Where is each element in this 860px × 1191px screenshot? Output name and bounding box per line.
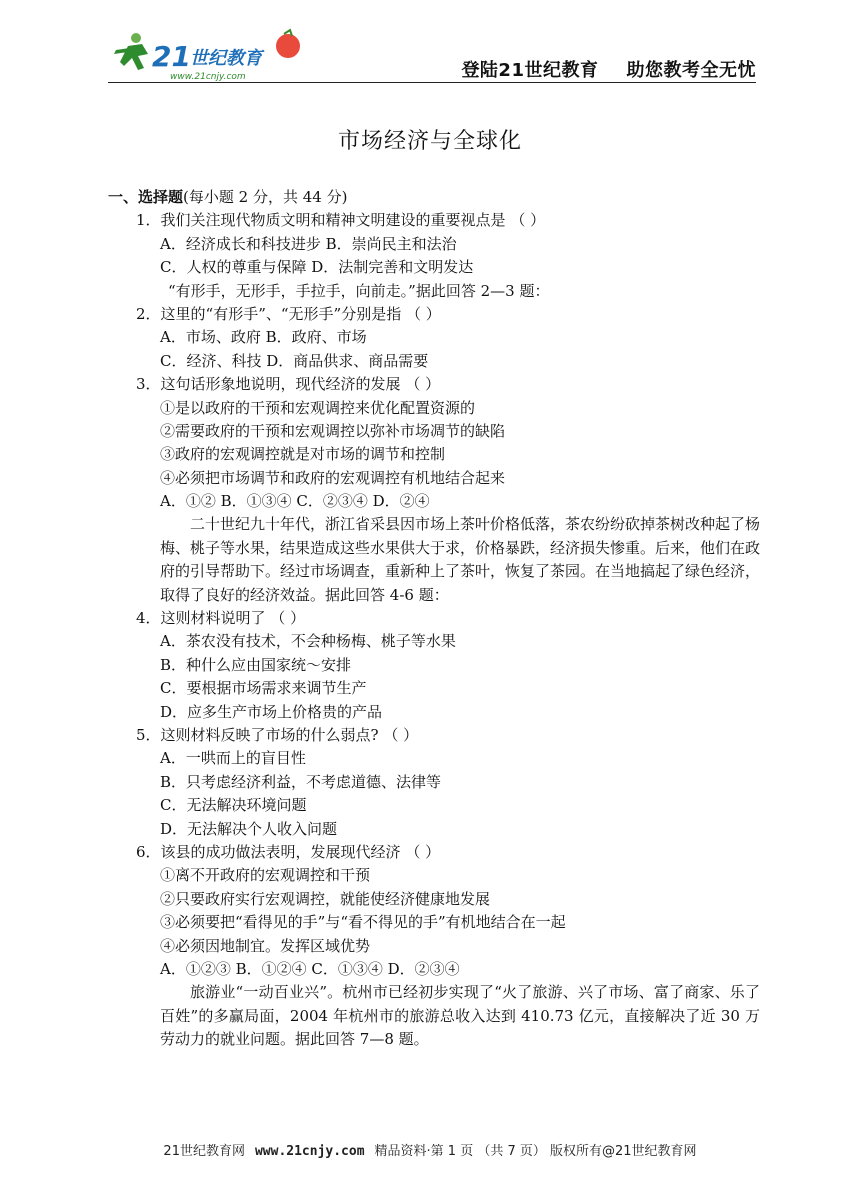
slogan-left: 登陆21世纪教育	[461, 60, 599, 81]
option-line: A．茶农没有技术，不会种杨梅、桃子等水果	[160, 632, 456, 651]
question-line: 3．这句话形象地说明，现代经济的发展 （ ）	[136, 375, 441, 394]
statement-line: ④必须把市场调节和政府的宏观调控有机地结合起来	[160, 468, 506, 487]
option-line: A．经济成长和科技进步 B．崇尚民主和法治	[160, 234, 457, 253]
document-body	[108, 186, 760, 1052]
svg-text:世纪教育: 世纪教育	[190, 48, 262, 69]
material-paragraph: 旅游业“一动百业兴”。杭州市已经初步实现了“火了旅游、兴了市场、富了商家、乐了百姓”的多赢局面，2004 年杭州市的旅游总收入达到 410.73 亿元，直接解决了近 30 万劳动力的就业问题。据此回答 7—8 题。	[160, 983, 760, 1049]
statement-line: ③必须要把“看得见的手”与“看不得见的手”有机地结合在一起	[160, 913, 566, 932]
question-line: 2．这里的“有形手”、“无形手”分别是指 （ ）	[136, 304, 441, 323]
runner-icon	[114, 33, 148, 70]
site-logo	[108, 28, 308, 84]
option-line: A．一哄而上的盲目性	[160, 749, 306, 768]
option-line: B．只考虑经济利益，不考虑道德、法律等	[160, 772, 442, 791]
option-line: C．人权的尊重与保障 D．法制完善和文明发达	[160, 258, 474, 277]
page-footer	[0, 1140, 860, 1159]
section-note: (每小题 2 分，共 44 分)	[183, 188, 348, 206]
option-line: A．①② B．①③④ C．②③④ D．②④	[160, 492, 430, 511]
statement-line: ②只要政府实行宏观调控，就能使经济健康地发展	[160, 889, 491, 908]
section-heading-line	[108, 186, 760, 209]
footer-url: www.21cnjy.com	[254, 1144, 365, 1159]
question-line: 6．该县的成功做法表明，发展现代经济 （ ）	[136, 843, 441, 861]
slogan-right: 助您教考全无忧	[626, 60, 756, 81]
footer-info: 精品资料·第 1 页 （共 7 页） 版权所有@21世纪教育网	[374, 1144, 697, 1159]
statement-line: ①是以政府的干预和宏观调控来优化配置资源的	[160, 398, 476, 417]
header-slogan	[433, 56, 756, 82]
option-line: C．经济、科技 D．商品供求、商品需要	[160, 351, 429, 370]
question-line: 4．这则材料说明了 （ ）	[136, 609, 306, 628]
option-line: D．应多生产市场上价格贵的产品	[160, 702, 383, 721]
header-divider	[108, 82, 756, 83]
section-heading: 一、选择题	[108, 188, 184, 206]
material-paragraph: 二十世纪九十年代，浙江省采县因市场上茶叶价格低落，茶农纷纷砍掉茶树改种起了杨梅、桃子等水果，结果造成这些水果供大于求，价格暴跌，经济损失惨重。后来，他们在政府的引导帮助下。经过市场调查，重新种上了茶叶，恢复了茶园。在当地搞起了绿色经济，取得了良好的经济效益。据此回答 4-6 题：	[160, 515, 761, 604]
svg-text:21: 21	[152, 40, 191, 73]
option-line: C．无法解决环境问题	[160, 796, 307, 815]
option-line: A．市场、政府 B．政府、市场	[160, 328, 367, 347]
logo-url-text: www.21cnjy.com	[170, 72, 246, 82]
option-line: B．种什么应由国家统～安排	[160, 655, 352, 674]
statement-line: ③政府的宏观调控就是对市场的调节和控制	[160, 445, 446, 464]
document-title: 市场经济与全球化	[337, 129, 522, 154]
statement-line: ②需要政府的干预和宏观调控以弥补市场凋节的缺陷	[160, 421, 506, 440]
question-line: 1．我们关注现代物质文明和精神文明建设的重要视点是 （ ）	[136, 211, 546, 230]
statement-line: ①离不开政府的宏观调控和干预	[160, 866, 371, 885]
footer-site-name: 21世纪教育网	[163, 1144, 245, 1159]
question-line: 5．这则材料反映了市场的什么弱点? （ ）	[136, 726, 419, 745]
page-header	[108, 28, 756, 84]
material-line: “有形手，无形手，手拉手，向前走。”据此回答 2—3 题：	[168, 281, 550, 300]
statement-line: ④必须因地制宜。发挥区域优势	[160, 936, 371, 955]
option-line: D．无法解决个人收入问题	[160, 819, 338, 838]
option-line: A．①②③ B．①②④ C．①③④ D．②③④	[160, 959, 460, 978]
option-line: C．要根据市场需求来调节生产	[160, 679, 367, 698]
